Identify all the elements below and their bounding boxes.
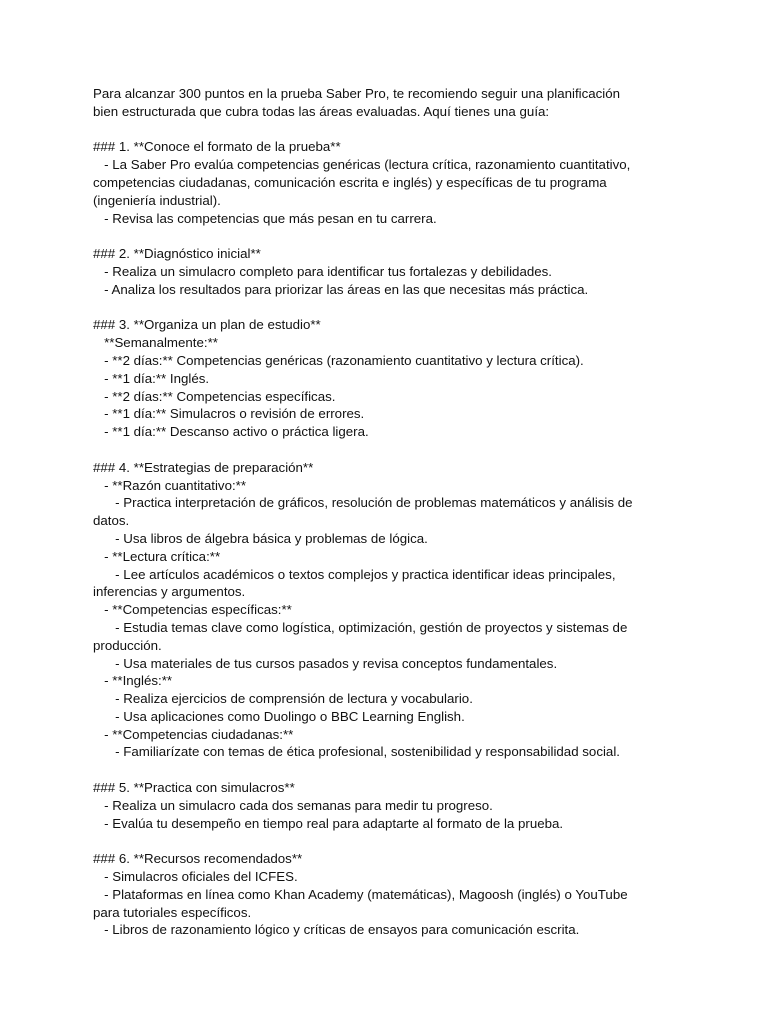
text-line: **Semanalmente:** — [93, 335, 218, 351]
text-line: competencias ciudadanas, comunicación escrita e inglés) y específicas de tu programa — [93, 174, 607, 190]
document-body — [93, 85, 693, 939]
section-heading: ### 5. **Practica con simulacros** — [93, 780, 295, 796]
text-line: - **Lectura crítica:** — [93, 548, 221, 564]
text-line: - Estudia temas clave como logística, optimización, gestión de proyectos y sistemas de — [93, 619, 628, 635]
blank-line — [93, 121, 693, 139]
text-line: inferencias y argumentos. — [93, 584, 246, 600]
text-line: - Realiza un simulacro completo para identificar tus fortalezas y debilidades. — [93, 263, 552, 279]
text-line: - Lee artículos académicos o textos complejos y practica identificar ideas principales, — [93, 566, 616, 582]
text-line: - Usa aplicaciones como Duolingo o BBC Learning English. — [93, 708, 465, 724]
text-line: - Realiza un simulacro cada dos semanas para medir tu progreso. — [93, 797, 493, 813]
text-line: - Familiarízate con temas de ética profesional, sostenibilidad y responsabilidad social. — [93, 744, 620, 760]
section-heading: ### 1. **Conoce el formato de la prueba** — [93, 139, 341, 155]
text-line: - Usa libros de álgebra básica y problemas de lógica. — [93, 530, 428, 546]
text-line: - La Saber Pro evalúa competencias genéricas (lectura crítica, razonamiento cuantitativo, — [93, 157, 631, 173]
blank-line — [93, 227, 693, 245]
blank-line — [93, 761, 693, 779]
text-line: - Usa materiales de tus cursos pasados y revisa conceptos fundamentales. — [93, 655, 558, 671]
section-heading: ### 3. **Organiza un plan de estudio** — [93, 317, 321, 333]
text-line: - **1 día:** Descanso activo o práctica ligera. — [93, 424, 369, 440]
blank-line — [93, 299, 693, 317]
text-line: bien estructurada que cubra todas las áreas evaluadas. Aquí tienes una guía: — [93, 103, 550, 119]
text-line: (ingeniería industrial). — [93, 192, 221, 208]
text-line: - Analiza los resultados para priorizar las áreas en las que necesitas más práctica. — [93, 281, 589, 297]
blank-line — [93, 441, 693, 459]
text-line: - **Competencias ciudadanas:** — [93, 726, 294, 742]
text-line: - Revisa las competencias que más pesan en tu carrera. — [93, 210, 437, 226]
text-line: Para alcanzar 300 puntos en la prueba Saber Pro, te recomiendo seguir una planificación — [93, 86, 621, 101]
section-heading: ### 6. **Recursos recomendados** — [93, 851, 303, 867]
blank-line — [93, 832, 693, 850]
text-line: - Simulacros oficiales del ICFES. — [93, 869, 298, 885]
text-line: - Plataformas en línea como Khan Academy (matemáticas), Magoosh (inglés) o YouTube — [93, 886, 628, 902]
section-heading: ### 2. **Diagnóstico inicial** — [93, 246, 261, 262]
text-line: - Realiza ejercicios de comprensión de lectura y vocabulario. — [93, 691, 473, 707]
text-line: - **2 días:** Competencias genéricas (razonamiento cuantitativo y lectura crítica). — [93, 352, 584, 368]
text-line: - **1 día:** Inglés. — [93, 370, 210, 386]
text-line: - **Razón cuantitativo:** — [93, 477, 247, 493]
text-line: producción. — [93, 637, 162, 653]
text-line: - Libros de razonamiento lógico y críticas de ensayos para comunicación escrita. — [93, 922, 580, 938]
text-line: - **1 día:** Simulacros o revisión de errores. — [93, 406, 365, 422]
text-line: para tutoriales específicos. — [93, 904, 252, 920]
section-heading: ### 4. **Estrategias de preparación** — [93, 459, 314, 475]
text-line: - **Competencias específicas:** — [93, 602, 292, 618]
text-line: - Practica interpretación de gráficos, resolución de problemas matemáticos y análisis de — [93, 495, 633, 511]
text-line: - **2 días:** Competencias específicas. — [93, 388, 336, 404]
text-line: datos. — [93, 513, 130, 529]
text-line: - **Inglés:** — [93, 673, 173, 689]
text-line: - Evalúa tu desempeño en tiempo real para adaptarte al formato de la prueba. — [93, 815, 564, 831]
